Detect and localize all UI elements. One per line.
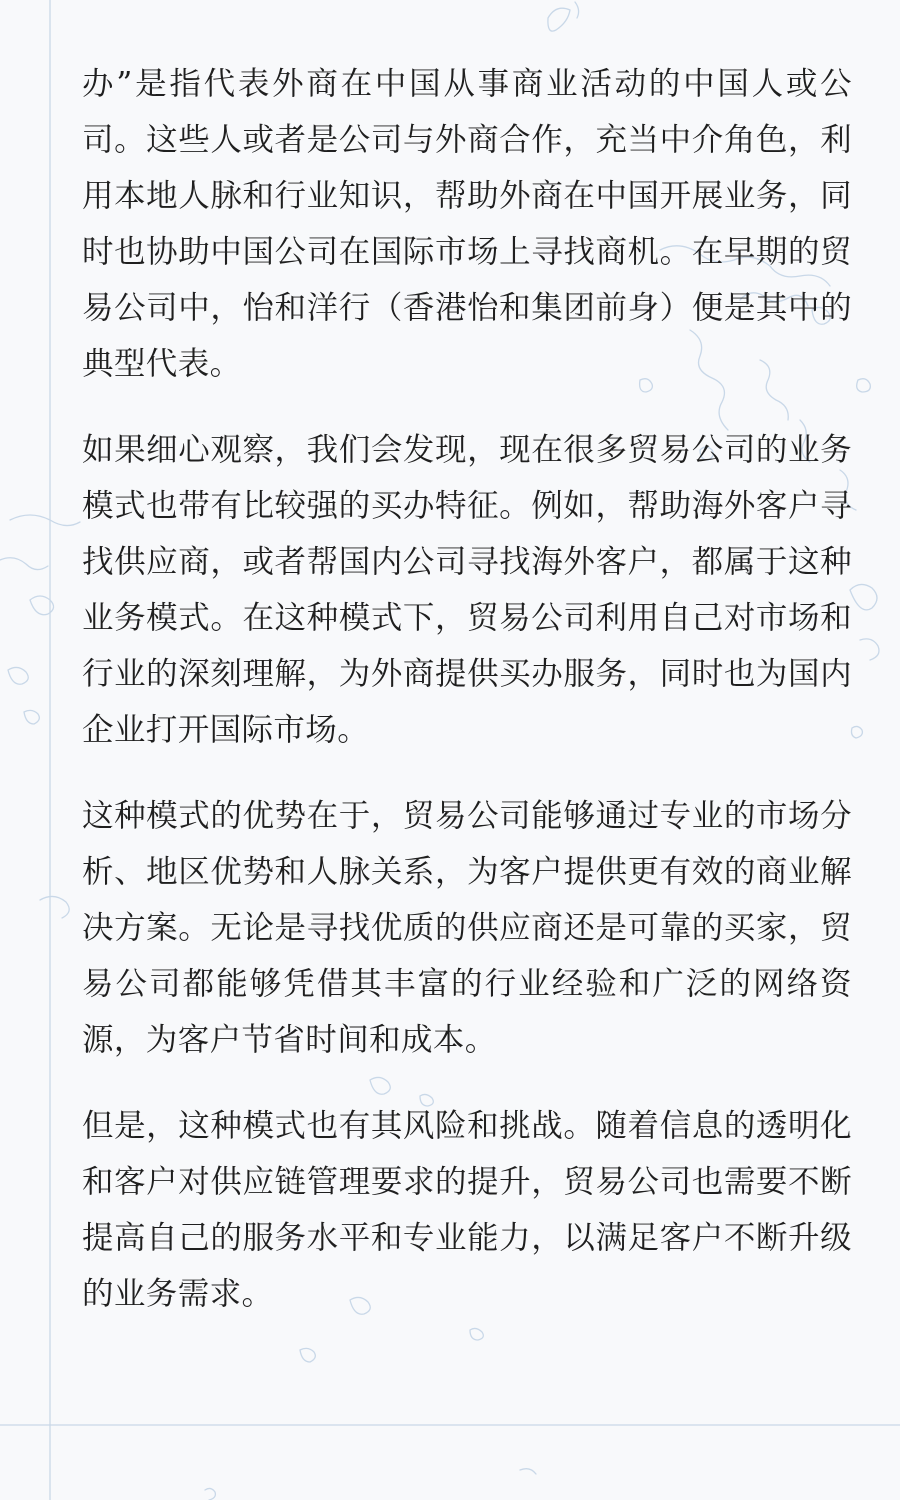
article-body bbox=[82, 56, 852, 1352]
map-contour bbox=[575, 2, 579, 18]
map-contour bbox=[10, 515, 80, 526]
article-paragraph: 办”是指代表外商在中国从事商业活动的中国人或公司。这些人或者是公司与外商合作，充当中介角色，利用本地人脉和行业知识，帮助外商在中国开展业务，同时也协助中国公司在国际市场上寻找商机。在早期的贸易公司中，怡和洋行（香港怡和集团前身）便是其中的典型代表。 bbox=[82, 66, 852, 382]
map-contour bbox=[24, 710, 39, 724]
map-contour bbox=[850, 584, 877, 609]
map-contour bbox=[0, 558, 48, 570]
map-contour bbox=[860, 639, 879, 660]
map-contour bbox=[40, 896, 69, 918]
map-contour bbox=[857, 379, 871, 392]
map-contour bbox=[205, 1488, 215, 1500]
map-contour bbox=[548, 8, 570, 31]
article-paragraph: 这种模式的优势在于，贸易公司能够通过专业的市场分析、地区优势和人脉关系，为客户提供更有效的商业解决方案。无论是寻找优质的供应商还是可靠的买家，贸易公司都能够凭借其丰富的行业经验和广泛的网络资源，为客户节省时间和成本。 bbox=[82, 798, 852, 1058]
map-contour bbox=[520, 1469, 536, 1474]
map-contour bbox=[8, 667, 28, 684]
map-contour bbox=[852, 726, 863, 738]
article-paragraph: 如果细心观察，我们会发现，现在很多贸易公司的业务模式也带有比较强的买办特征。例如，帮助海外客户寻找供应商，或者帮国内公司寻找海外客户，都属于这种业务模式。在这种模式下，贸易公司利用自己对市场和行业的深刻理解，为外商提供买办服务，同时也为国内企业打开国际市场。 bbox=[82, 432, 852, 748]
article-paragraph: 但是，这种模式也有其风险和挑战。随着信息的透明化和客户对供应链管理要求的提升，贸易公司也需要不断提高自己的服务水平和专业能力，以满足客户不断升级的业务需求。 bbox=[82, 1108, 852, 1312]
